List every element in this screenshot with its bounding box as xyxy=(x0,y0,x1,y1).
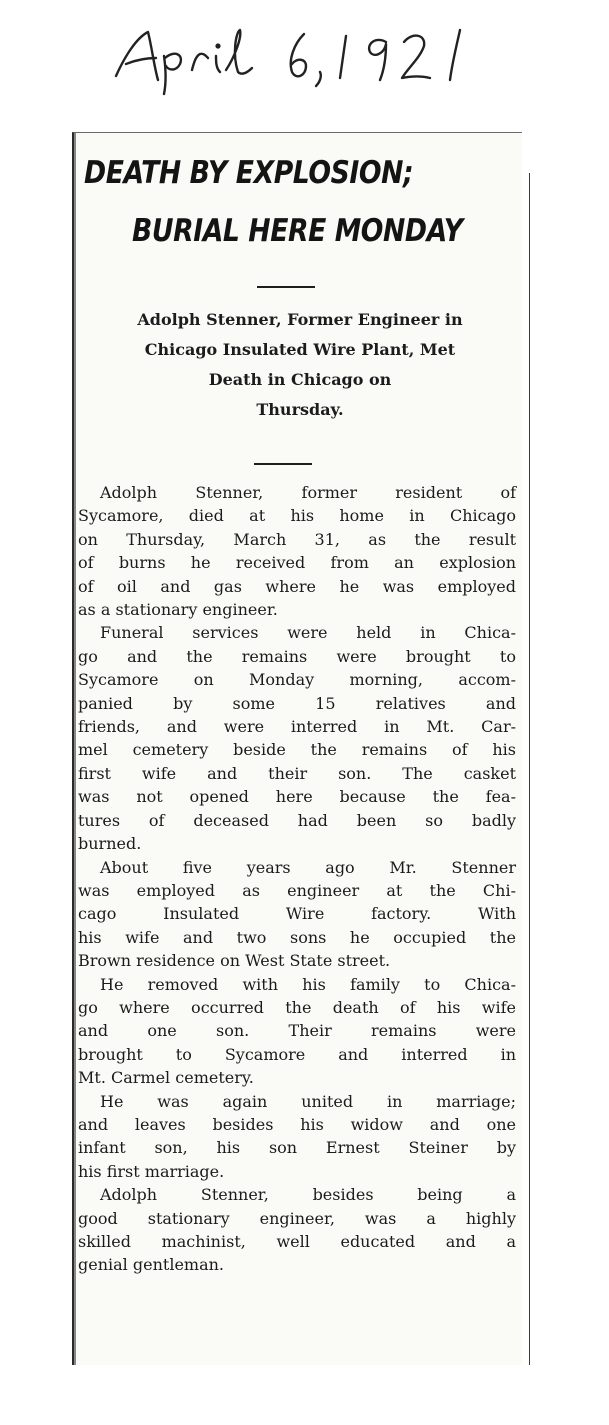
text-line: Mt. Carmel cemetery. xyxy=(78,1068,254,1088)
article-paragraph-1 xyxy=(78,481,516,621)
article-paragraph-5 xyxy=(78,1090,516,1184)
subheadline-line: Thursday. xyxy=(256,400,344,419)
text-line: mel cemetery beside the remains of his xyxy=(78,740,516,760)
text-line: panied by some 15 relatives and xyxy=(78,693,516,713)
text-line: He was again united in marriage; xyxy=(100,1091,516,1111)
text-line: first wife and their son. The casket xyxy=(78,763,516,783)
text-line: genial gentleman. xyxy=(78,1255,225,1275)
text-line: cago Insulated Wire factory. With xyxy=(78,904,516,924)
text-line: of oil and gas where he was employed xyxy=(78,576,516,596)
text-line: good stationary engineer, was a highly xyxy=(78,1208,516,1228)
divider-rule-bottom xyxy=(254,463,312,465)
text-line: Brown residence on West State street. xyxy=(78,951,391,971)
text-line: skilled machinist, well educated and a xyxy=(78,1232,516,1251)
handwritten-date-annotation xyxy=(108,18,488,98)
text-line: and leaves besides his widow and one xyxy=(78,1114,516,1134)
divider-rule-top xyxy=(257,286,315,288)
text-line: Adolph Stenner, former resident of xyxy=(100,483,516,502)
text-line: on Thursday, March 31, as the result xyxy=(78,529,516,549)
text-line: burned. xyxy=(78,834,142,854)
text-line: He removed with his family to Chica- xyxy=(100,974,516,994)
text-line: was not opened here because the fea- xyxy=(78,787,516,807)
text-line: Adolph Stenner, besides being a xyxy=(100,1185,516,1205)
subheadline-line: Adolph Stenner, Former Engineer in xyxy=(137,310,463,329)
text-line: his wife and two sons he occupied the xyxy=(78,927,516,947)
text-line: infant son, his son Ernest Steiner by xyxy=(78,1138,516,1158)
handwritten-date-drawing xyxy=(108,18,488,98)
article-paragraph-6 xyxy=(78,1183,516,1277)
subheadline-line: Chicago Insulated Wire Plant, Met xyxy=(144,340,456,359)
text-line: go and the remains were brought to xyxy=(78,646,516,666)
text-line: About five years ago Mr. Stenner xyxy=(100,857,516,877)
text-line: Sycamore, died at his home in Chicago xyxy=(78,506,516,526)
article-paragraph-3 xyxy=(78,856,516,973)
headline-line-1: DEATH BY EXPLOSION; xyxy=(84,155,414,191)
newspaper-clipping xyxy=(72,132,522,1365)
text-line: brought to Sycamore and interred in xyxy=(78,1044,516,1064)
subheadline-line: Death in Chicago on xyxy=(208,370,392,389)
text-line: friends, and were interred in Mt. Car- xyxy=(78,717,516,737)
text-line: his first marriage. xyxy=(78,1161,225,1181)
headline-line-2: BURIAL HERE MONDAY xyxy=(132,213,463,249)
text-line: was employed as engineer at the Chi- xyxy=(78,880,516,900)
text-line: tures of deceased had been so badly xyxy=(78,810,516,830)
text-line: as a stationary engineer. xyxy=(78,600,278,620)
article-paragraph-2 xyxy=(78,621,516,855)
subheadline xyxy=(78,305,522,425)
text-line: Sycamore on Monday morning, accom- xyxy=(78,670,516,690)
article-body xyxy=(78,481,516,1277)
text-line: of burns he received from an explosion xyxy=(78,553,516,573)
text-line: Funeral services were held in Chica- xyxy=(100,623,516,643)
article-paragraph-4 xyxy=(78,973,516,1090)
text-line: go where occurred the death of his wife xyxy=(78,997,516,1017)
text-line: and one son. Their remains were xyxy=(78,1021,516,1041)
